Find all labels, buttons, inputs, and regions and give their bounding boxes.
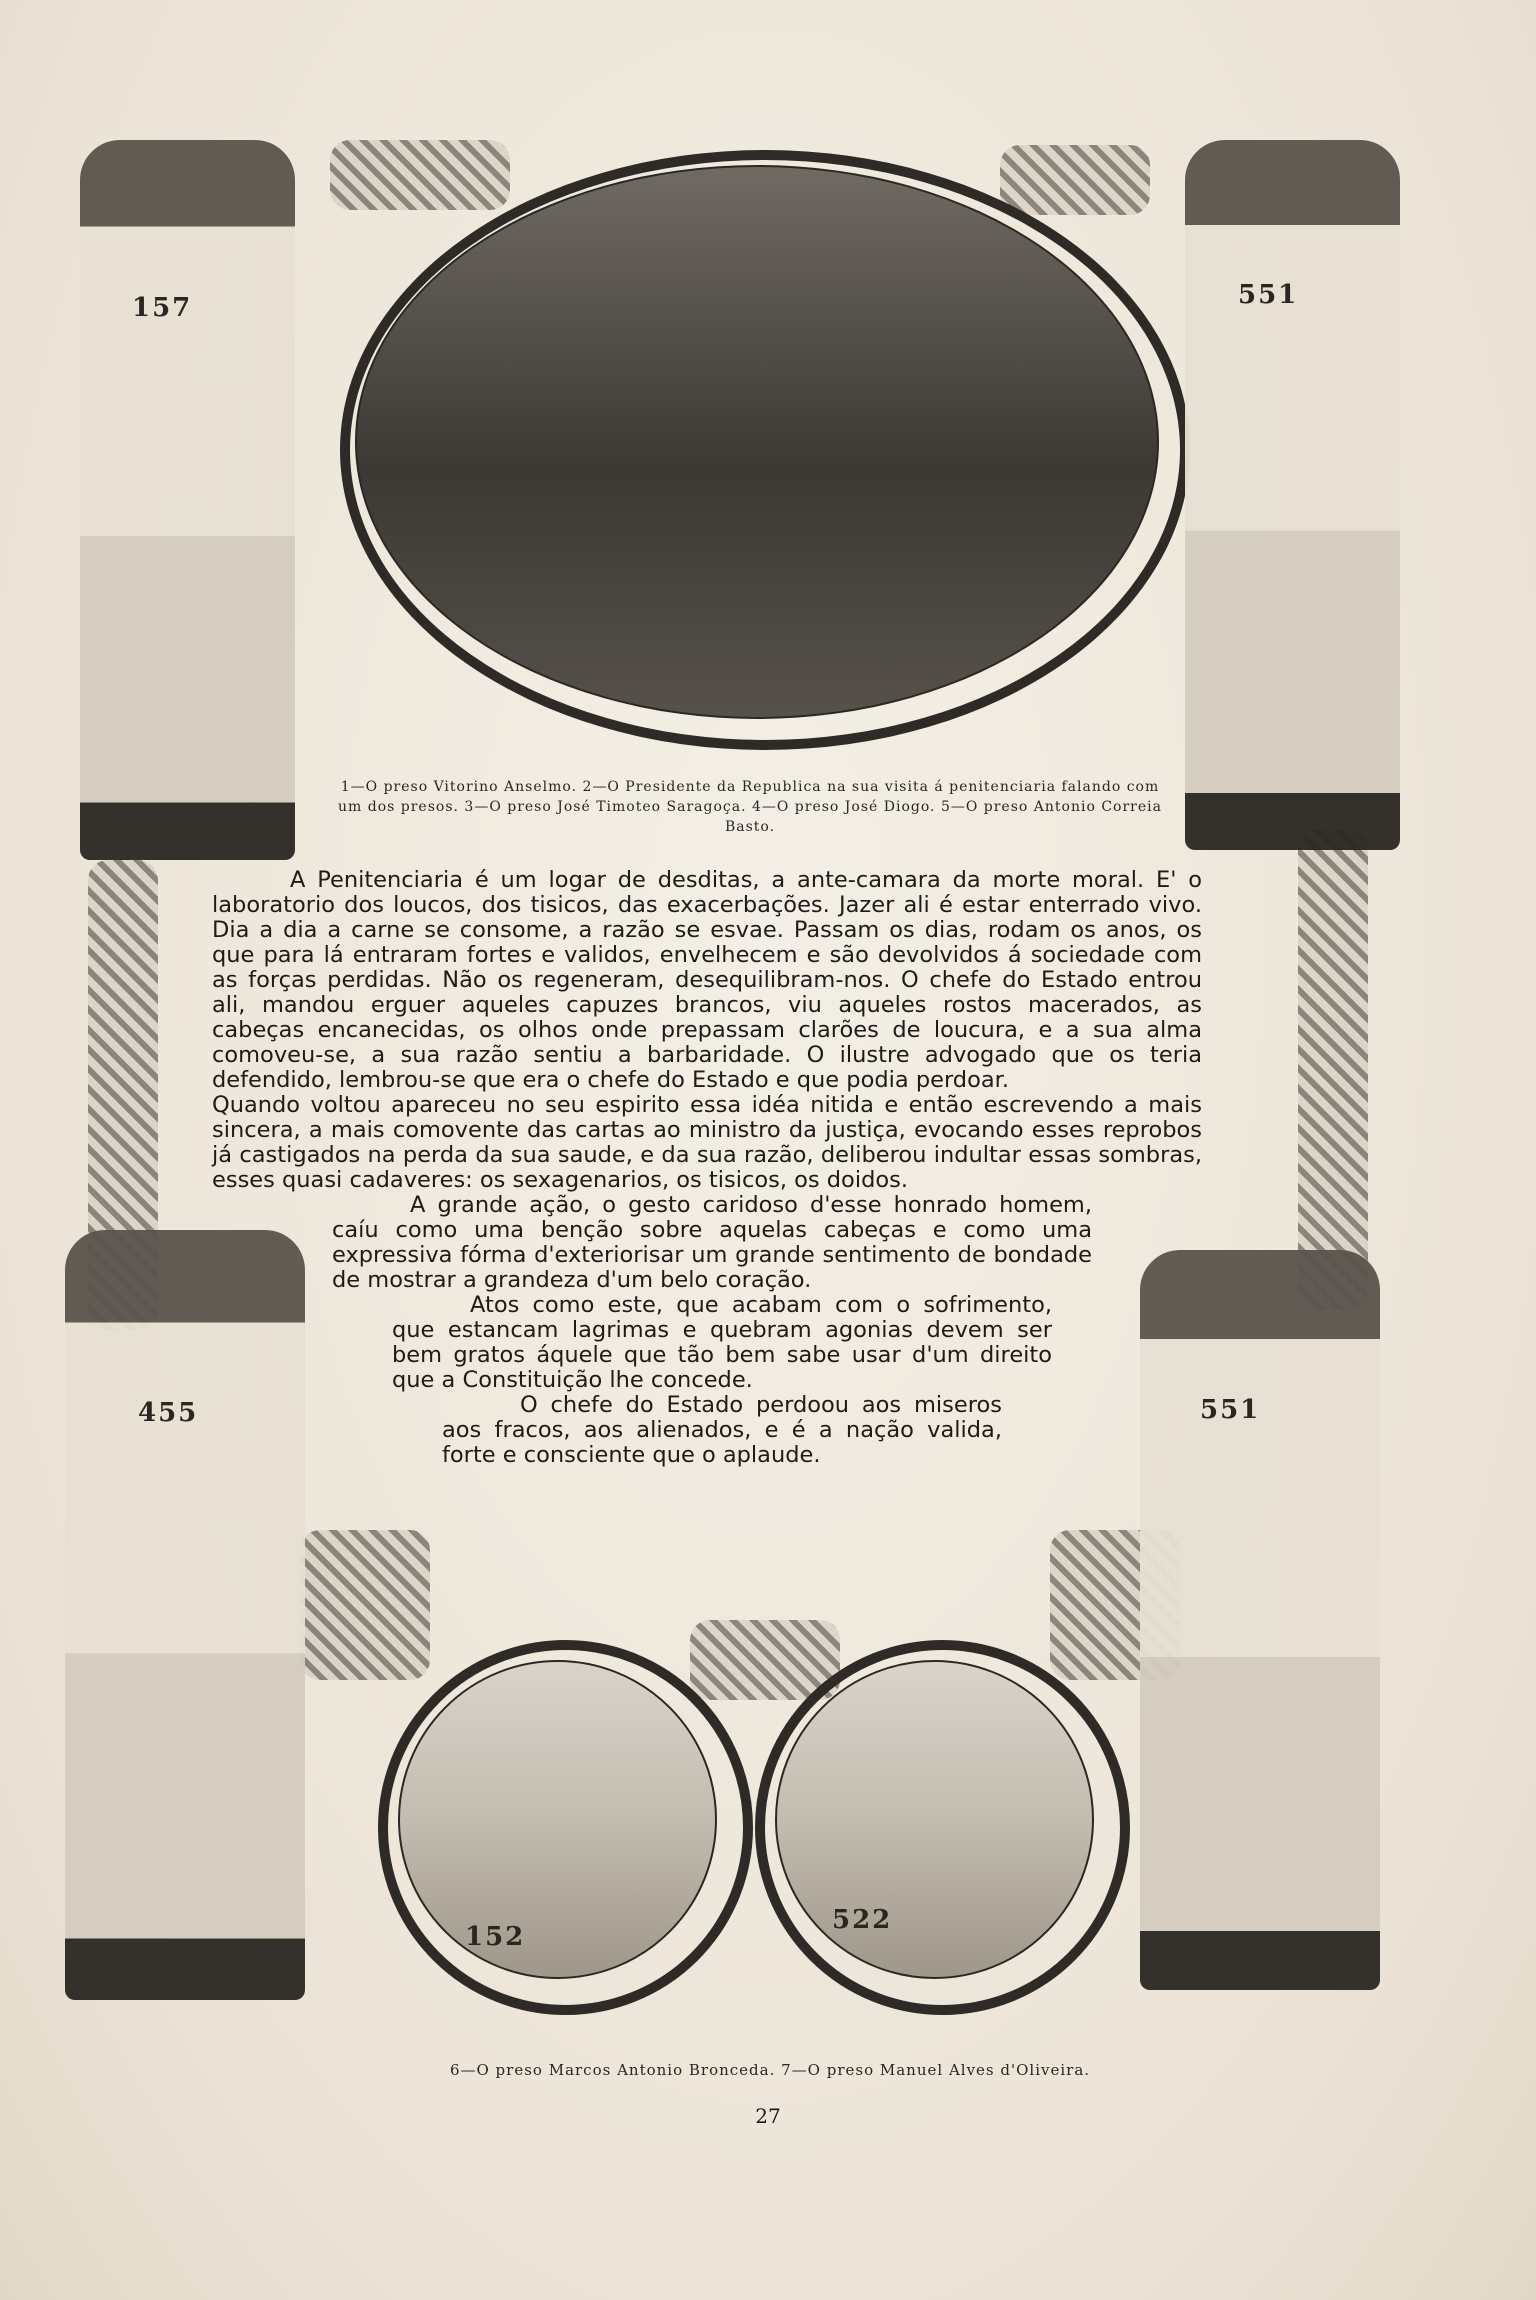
badge-prisoner-3: 551: [1238, 280, 1299, 310]
badge-prisoner-4: 455: [138, 1398, 199, 1428]
badge-prisoner-1: 157: [132, 293, 193, 323]
paragraph-3: A grande ação, o gesto caridoso d'esse honrado homem, caíu como uma benção sobre aquelas cabeças e como uma expressiva fórma d'exteriorisar um grande sentimento de bondade de mostrar a grandeza d'um belo coração.: [332, 1192, 1092, 1293]
photo-prisoner-6: [398, 1660, 717, 1979]
photo-president-visit: [355, 165, 1159, 719]
paragraph-1: A Penitenciaria é um logar de desditas, a ante-camara da morte moral. E' o laboratorio dos loucos, dos tisicos, das exacerbações. Jazer ali é estar enterrado vivo. Dia a dia a carne se consome, a razão se esvae. Passam os dias, rodam os anos, os que para lá entraram fortes e validos, envelhecem e são devolvidos á sociedade com as forças perdidas. Não os regeneram, desequilibram-nos. O chefe do Estado entrou ali, mandou erguer aqueles capuzes brancos, viu aqueles rostos macerados, as cabeças encanecidas, os olhos onde prepassam clarões de loucura, e a sua alma comoveu-se, a sua razão sentiu a barbaridade. O ilustre advogado que os teria defendido, lembrou-se que era o chefe do Estado e que podia perdoar.: [212, 867, 1202, 1093]
photo-prisoner-7: [775, 1660, 1094, 1979]
ornamental-vine-top-right: [1000, 145, 1150, 215]
caption-bottom: 6—O preso Marcos Antonio Bronceda. 7—O preso Manuel Alves d'Oliveira.: [449, 2061, 1091, 2079]
badge-prisoner-6: 152: [465, 1922, 526, 1952]
paragraph-4: Atos como este, que acabam com o sofrimento, que estancam lagrimas e quebram agonias devem ser bem gratos áquele que tão bem sabe usar d'um direito que a Constituição lhe concede.: [392, 1292, 1052, 1393]
paragraph-5: O chefe do Estado perdoou aos miseros aos fracos, aos alienados, e é a nação valida, forte e consciente que o aplaude.: [442, 1392, 1002, 1468]
ornamental-vine-top-left: [330, 140, 510, 210]
badge-prisoner-7: 522: [832, 1905, 893, 1935]
badge-prisoner-5: 551: [1200, 1395, 1261, 1425]
caption-top: 1—O preso Vitorino Anselmo. 2—O Presidente da Republica na sua visita á penitenciaria falando com um dos presos. 3—O preso José Timoteo Saragoça. 4—O preso José Diogo. 5—O preso Antonio Correia Basto.: [338, 779, 1162, 835]
photo-prisoner-3: [1185, 140, 1400, 850]
article-text: [212, 868, 1202, 1468]
ornamental-border-right: [1298, 830, 1368, 1310]
page-number: 27: [755, 2104, 781, 2128]
photo-prisoner-5: [1140, 1250, 1380, 1990]
ornamental-vine-bottom-left: [300, 1530, 430, 1680]
photo-prisoner-1: [80, 140, 295, 860]
paragraph-2: Quando voltou apareceu no seu espirito essa idéa nitida e então escrevendo a mais sincera, a mais comovente das cartas ao ministro da justiça, evocando esses reprobos já castigados na perda da sua saude, e da sua razão, deliberou indultar essas sombras, esses quasi cadaveres: os sexagenarios, os tisicos, os doidos.: [212, 1092, 1202, 1193]
photo-prisoner-4: [65, 1230, 305, 2000]
